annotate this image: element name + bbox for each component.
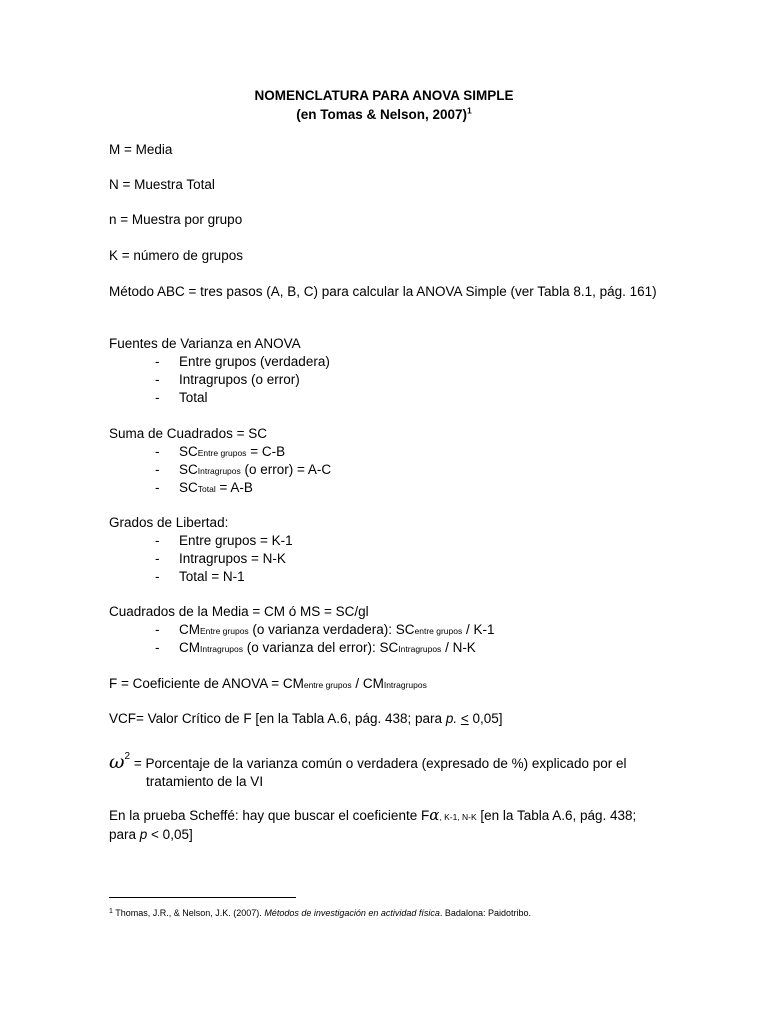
definition-k: K = número de grupos [109, 248, 243, 263]
scheffe-definition: En la prueba Scheffé: hay que buscar el coeficiente Fα, K-1, N-K [en la Tabla A.6, pág. 438; para p < 0,05] [109, 806, 637, 842]
list-item: - Intragrupos (o error) [155, 372, 300, 387]
footnote: $^1$ Thomas, J.R., & Nelson, J.K. (2007). Métodos de investigación en actividad física. Badalona: Paidotribo. [109, 908, 531, 918]
document-subtitle: (en Tomas & Nelson, 2007)$^1$ [296, 105, 472, 122]
f-definition: F = Coeficiente de ANOVA = CMentre grupos / CMIntragrupos [109, 676, 427, 691]
omega-symbol: ω [109, 751, 125, 773]
footnote-divider [109, 897, 296, 898]
list-item: - CMIntragrupos (o varianza del error): SCIntragrupos / N-K [155, 640, 476, 655]
definition-m: M = Media [109, 142, 173, 157]
omega-definition: $\omega^2$ = Porcentaje de la varianza común o verdadera (expresado de %) explicado por el tratamiento de la VI [109, 751, 627, 789]
list-item: - Entre grupos (verdadera) [155, 354, 330, 369]
vcf-definition: VCF= Valor Crítico de F [en la Tabla A.6, pág. 438; para p. < 0,05] [109, 711, 503, 726]
list-item: - Intragrupos = N-K [155, 551, 286, 566]
suma-heading: Suma de Cuadrados = SC [109, 426, 267, 441]
list-item: - CMEntre grupos (o varianza verdadera): SCentre grupos / K-1 [155, 622, 495, 637]
document-title: NOMENCLATURA PARA ANOVA SIMPLE [254, 88, 514, 103]
list-item: - SCIntragrupos (o error) = A-C [155, 462, 332, 477]
list-item: - SCTotal = A-B [155, 480, 253, 495]
list-item: - Total [155, 390, 208, 405]
list-item: - SCEntre grupos = C-B [155, 444, 286, 459]
grados-heading: Grados de Libertad: [109, 515, 229, 530]
list-item: - Total = N-1 [155, 569, 245, 584]
list-item: - Entre grupos = K-1 [155, 533, 293, 548]
fuentes-heading: Fuentes de Varianza en ANOVA [109, 336, 301, 351]
definition-n: n = Muestra por grupo [109, 212, 243, 227]
footnote-reference: 1 [467, 105, 472, 116]
cuadrados-heading: Cuadrados de la Media = CM ó MS = SC/gl [109, 604, 369, 619]
definition-N: N = Muestra Total [109, 177, 215, 192]
definition-abc: Método ABC = tres pasos (A, B, C) para calcular la ANOVA Simple (ver Tabla 8.1, pág. 161) [109, 284, 657, 299]
